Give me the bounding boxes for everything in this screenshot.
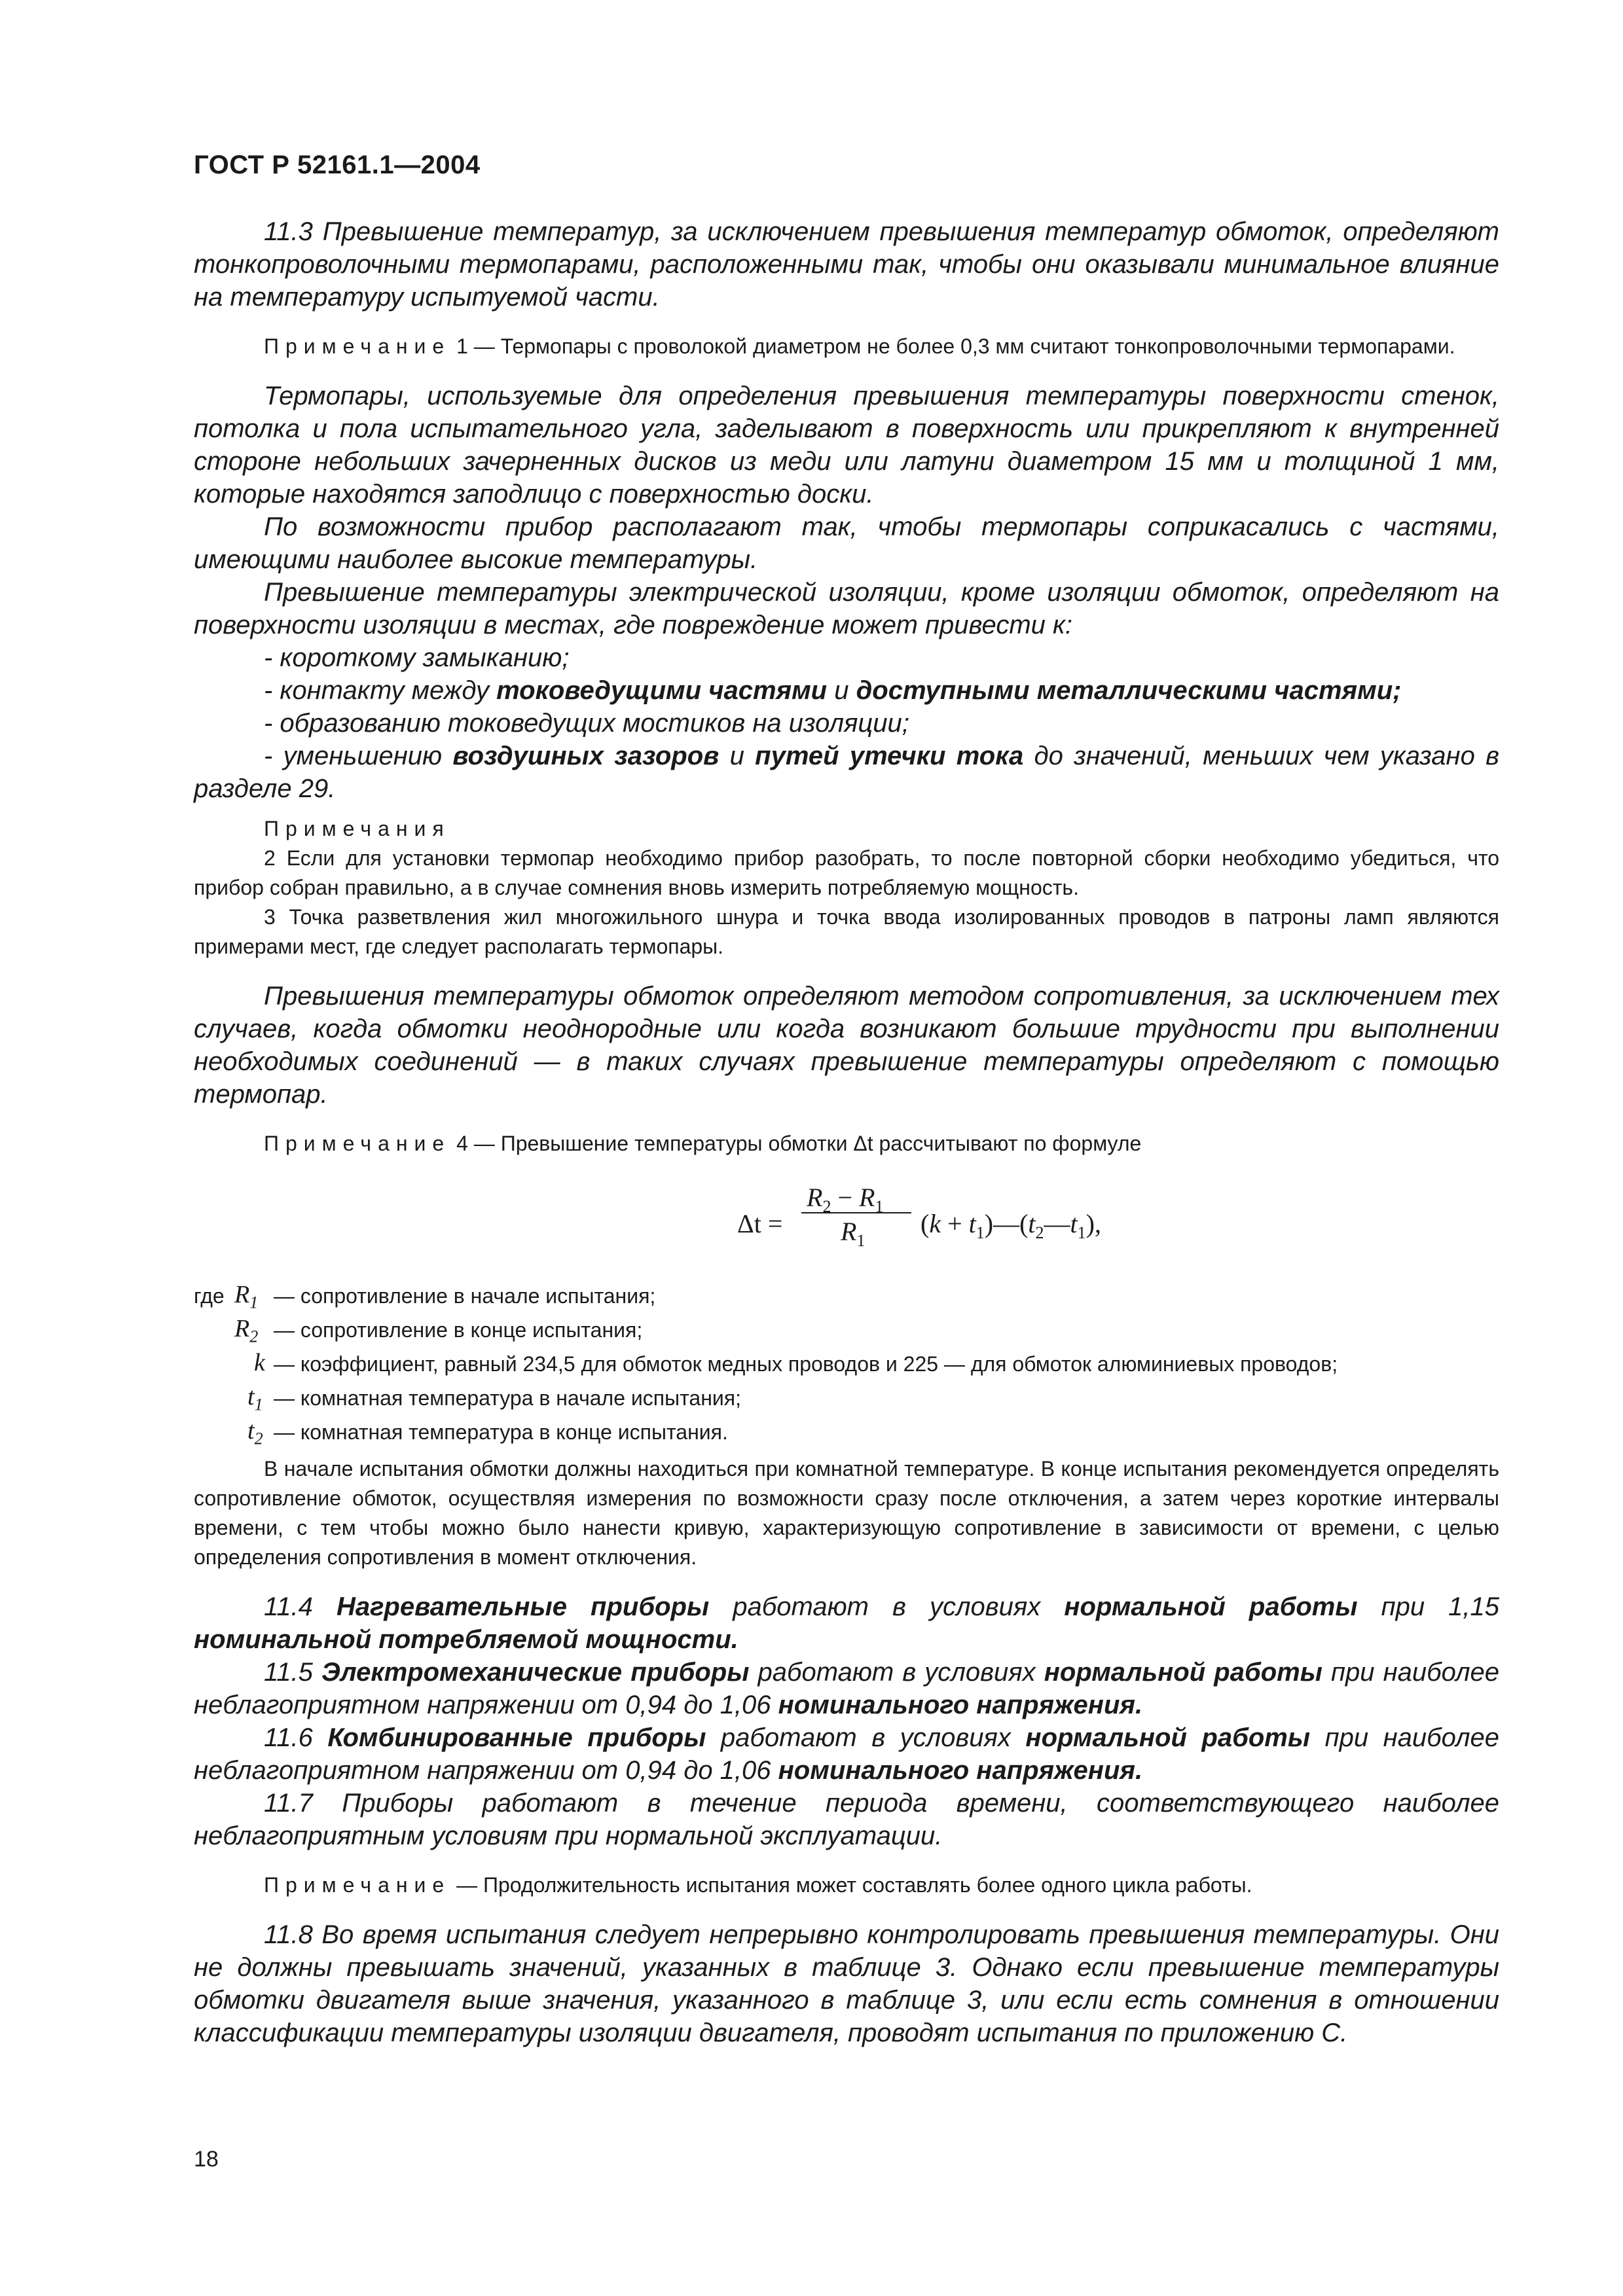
document-header: ГОСТ Р 52161.1—2004 [194, 151, 481, 179]
page-number: 18 [194, 2147, 219, 2172]
notes-heading [194, 814, 1499, 844]
formula-legend [194, 1279, 1499, 1449]
term-rated-voltage: номинального напряжения. [778, 1756, 1143, 1785]
clause-text: 11.6 [264, 1723, 328, 1752]
term-accessible-metal-parts: доступными металлическими частями; [856, 676, 1402, 705]
note-text: 4 — Превышение температуры обмотки Δt рассчитывают по формуле [450, 1132, 1142, 1155]
clause-11-4 [194, 1590, 1499, 1656]
term-rated-power-input: номинальной потребляемой мощности. [194, 1625, 739, 1654]
formula-denominator: $R_1$ [841, 1217, 866, 1250]
paragraph-insulation: Превышение температуры электрической изоляции, кроме изоляции обмоток, определяют на поверхности изоляции в местах, где повреждение может привести к: [194, 578, 1499, 639]
formula-rhs: $(k + t_1)—(t_2—t_1)$, [921, 1209, 1101, 1242]
note-text: — Продолжительность испытания может составлять более одного цикла работы. [450, 1873, 1252, 1897]
term-live-parts: токоведущими частями [496, 676, 828, 705]
term-normal-operation: нормальной работы [1064, 1592, 1358, 1621]
legend-t1: — комнатная температура в начале испытания; [274, 1386, 741, 1410]
note-2: 2 Если для установки термопар необходимо прибор разобрать, то после повторной сборки необходимо убедиться, что прибор собран правильно, а в случае сомнения вновь измерить потребляемую мощность. [194, 846, 1499, 899]
symbol-r1: $R_1$ [234, 1281, 259, 1312]
clause-text: работают в условиях [706, 1723, 1026, 1752]
paragraph-start-of-test: В начале испытания обмотки должны находиться при комнатной температуре. В конце испытания рекомендуется определять сопротивление обмоток, осуществляя измерения по возможности сразу после отключения, а затем через короткие интервалы времени, с тем чтобы можно было нанести кривую, характеризующую сопротивление в зависимости от времени, с целью определения сопротивления в момент отключения. [194, 1457, 1499, 1569]
formula-lhs: Δt = [737, 1209, 783, 1238]
term-creepage-distances: путей утечки тока [755, 742, 1024, 770]
clause-text: при наиболее неблагоприятном напряжении от 0,94 до 1,06 [194, 1723, 1500, 1785]
clause-text: 11.5 [264, 1658, 321, 1687]
list-text: - контакту между [264, 676, 497, 705]
note-text: 1 — Термопары с проволокой диаметром не более 0,3 мм считают тонкопроволочными термопарами. [450, 334, 1455, 358]
clause-11-3: 11.3 Превышение температур, за исключением превышения температур обмоток, определяют тонкопроволочными термопарами, расположенными так, чтобы они оказывали минимальное влияние на температуру испытуемой части. [194, 217, 1499, 312]
term-rated-voltage: номинального напряжения. [778, 1691, 1143, 1719]
clause-11-8: 11.8 Во время испытания следует непрерывно контролировать превышения температуры. Они не должны превышать значений, указанных в таблице 3. Однако если превышение температуры обмотки двигателя выше значения, указанного в таблице 3, или если есть сомнения в отношении классификации температуры изоляции двигателя, проводят испытания по приложению С. [194, 1920, 1499, 2047]
term-motor-operated-appliances: Электромеханические приборы [321, 1658, 750, 1687]
paragraph-thermocouples-placement: По возможности прибор располагают так, чтобы термопары соприкасались с частями, имеющими наиболее высокие температуры. [194, 512, 1499, 574]
list-text: до значений, меньших чем указано в разделе 29. [194, 742, 1499, 803]
term-clearances: воздушных зазоров [452, 742, 720, 770]
note-3: 3 Точка разветвления жил многожильного шнура и точка ввода изолированных проводов в патроны ламп являются примерами мест, где следует располагать термопары. [194, 905, 1499, 958]
note-label: Примечание [264, 1132, 451, 1155]
legend-k: — коэффициент, равный 234,5 для обмоток медных проводов и 225 — для обмоток алюминиевых проводов; [274, 1352, 1338, 1376]
term-heating-appliances: Нагревательные приборы [336, 1592, 710, 1621]
list-item-contact [194, 674, 1499, 707]
list-text: - уменьшению [264, 742, 453, 770]
clause-text: 11.4 [264, 1592, 337, 1621]
term-normal-operation: нормальной работы [1025, 1723, 1311, 1752]
fraction-bar [801, 1212, 911, 1213]
notes-label: Примечания [264, 817, 450, 840]
clause-text: при наиболее неблагоприятном напряжении от 0,94 до 1,06 [194, 1658, 1499, 1719]
note-label: Примечание [264, 334, 451, 358]
symbol-k: k [254, 1349, 265, 1376]
note-label: Примечание [264, 1873, 451, 1897]
formula [194, 1185, 1499, 1253]
symbol-r2: $R_2$ [234, 1315, 259, 1346]
legend-r1: — сопротивление в начале испытания; [274, 1284, 656, 1308]
clause-text: при 1,15 [1357, 1592, 1500, 1621]
formula-numerator: $R_2 - R_1$ [807, 1183, 884, 1216]
list-text: и [827, 676, 856, 705]
symbol-t2: $t_2$ [247, 1417, 263, 1448]
paragraph-windings: Превышения температуры обмоток определяют методом сопротивления, за исключением тех случаев, когда обмотки неоднородные или когда возникают большие трудности при выполнении необходимых соединений — в таких случаях превышение температуры определяют с помощью термопар. [194, 982, 1499, 1109]
clause-text: работают в условиях [749, 1658, 1044, 1687]
paragraph-thermocouples-surfaces: Термопары, используемые для определения превышения температуры поверхности стенок, потолка и пола испытательного угла, заделывают в поверхность или прикрепляют к внутренней стороне небольших зачерненных дисков из меди или латуни диаметром 15 мм и толщиной 1 мм, которые находятся заподлицо с поверхностью доски. [194, 382, 1499, 509]
symbol-t1: $t_1$ [247, 1383, 263, 1414]
clause-11-5 [194, 1656, 1499, 1721]
term-combined-appliances: Комбинированные приборы [327, 1723, 706, 1752]
note-4 [194, 1129, 1499, 1158]
where-label: где [194, 1284, 225, 1308]
legend-r2: — сопротивление в конце испытания; [274, 1318, 643, 1342]
clause-11-6 [194, 1721, 1499, 1787]
legend-t2: — комнатная температура в конце испытания. [274, 1420, 728, 1444]
list-item-short-circuit: - короткому замыканию; [264, 643, 570, 672]
note-duration [194, 1871, 1499, 1900]
list-item-bridges: - образованию токоведущих мостиков на изоляции; [264, 709, 909, 738]
list-text: и [719, 742, 756, 770]
note-1 [194, 332, 1499, 361]
clause-text: работают в условиях [709, 1592, 1065, 1621]
document-page [194, 151, 1499, 2049]
list-item-clearances [194, 740, 1499, 805]
clause-11-7: 11.7 Приборы работают в течение периода времени, соответствующего наиболее неблагоприятным условиям при нормальной эксплуатации. [194, 1789, 1499, 1850]
term-normal-operation: нормальной работы [1044, 1658, 1322, 1687]
